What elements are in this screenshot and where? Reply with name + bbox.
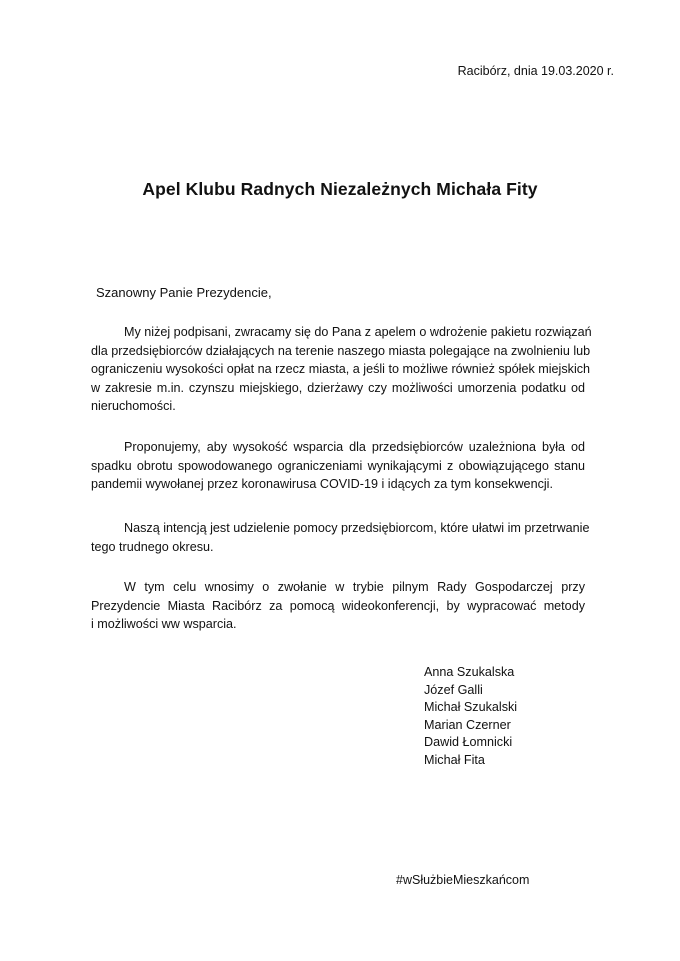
paragraph-intention <box>91 519 590 556</box>
paragraph-line: Prezydencie Miasta Racibórz za pomocą wideokonferencji, by wypracować metody <box>91 598 585 613</box>
paragraph-line: w zakresie m.in. czynszu miejskiego, dzierżawy czy możliwości umorzenia podatku od <box>91 380 585 395</box>
signatory-name: Michał Fita <box>424 752 485 767</box>
paragraph-line: pandemii wywołanej przez koronawirusa COVID-19 i idących za tym konsekwencji. <box>91 477 553 491</box>
signatory-name: Anna Szukalska <box>424 665 515 679</box>
paragraph-line: Proponujemy, aby wysokość wsparcia dla przedsiębiorców uzależniona była od <box>124 440 585 454</box>
paragraph-appeal <box>91 323 592 416</box>
signatory-name: Dawid Łomnicki <box>424 735 513 750</box>
hashtag: #wSłużbieMieszkańcom <box>396 873 530 887</box>
paragraph-line: W tym celu wnosimy o zwołanie w trybie pilnym Rady Gospodarczej przy <box>124 580 585 594</box>
paragraph-line: spadku obrotu spowodowanego ograniczeniami wynikającymi z obowiązującego stanu <box>91 458 585 473</box>
paragraph-line: Naszą intencją jest udzielenie pomocy przedsiębiorcom, które ułatwi im przetrwanie <box>124 521 590 535</box>
paragraph-line: ograniczeniu wysokości opłat na rzecz miasta, a jeśli to możliwe również spółek miejskich <box>91 362 591 376</box>
signatory-name: Michał Szukalski <box>424 700 518 715</box>
signatory-name: Marian Czerner <box>424 717 511 732</box>
paragraph-line: My niżej podpisani, zwracamy się do Pana z apelem o wdrożenie pakietu rozwiązań <box>124 325 592 339</box>
paragraph-line: nieruchomości. <box>91 399 176 413</box>
signatory-name: Józef Galli <box>424 682 483 697</box>
paragraph-line: tego trudnego okresu. <box>91 539 214 554</box>
place-date: Racibórz, dnia 19.03.2020 r. <box>457 64 614 78</box>
letter-title: Apel Klubu Radnych Niezależnych Michała Fity <box>142 179 538 199</box>
paragraph-request <box>91 578 585 634</box>
salutation: Szanowny Panie Prezydencie, <box>96 285 272 300</box>
paragraph-line: dla przedsiębiorców działających na terenie naszego miasta polegające na zwolnieniu lub <box>91 343 591 358</box>
paragraph-line: i możliwości ww wsparcia. <box>91 617 237 631</box>
paragraph-proposal <box>91 438 585 494</box>
signatories-list <box>424 664 517 770</box>
